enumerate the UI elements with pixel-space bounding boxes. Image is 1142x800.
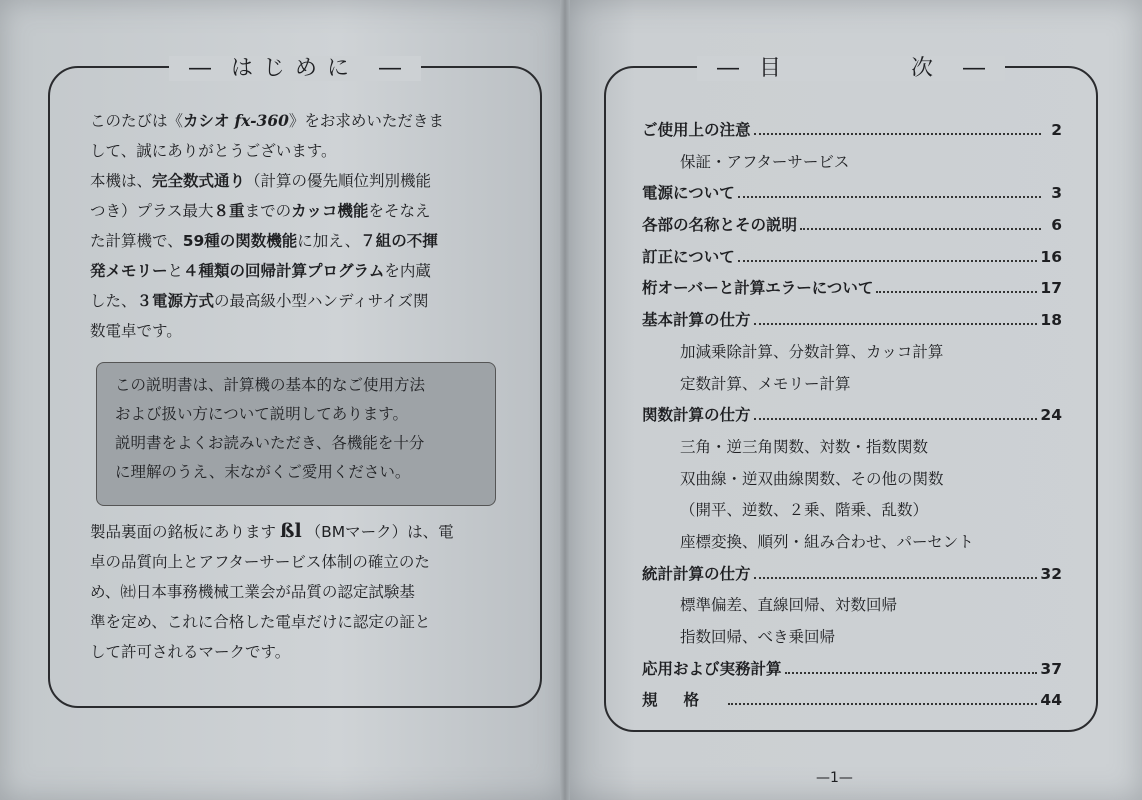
toc-subtopic: 定数計算、メモリー計算	[680, 374, 851, 393]
toc-subtopic: 座標変換、順列・組み合わせ、パーセント	[680, 532, 974, 551]
toc-entry-title: 応用および実務計算	[642, 659, 782, 678]
toc-subtopic: 指数回帰、べき乗回帰	[680, 628, 836, 646]
dot-leader	[728, 703, 1037, 705]
toc-entry-title: 統計計算の仕方	[642, 564, 751, 583]
dot-leader	[738, 260, 1038, 262]
note-line: 説明書をよくお読みいただき、各機能を十分	[115, 434, 425, 452]
toc-subtopic: 保証・アフターサービス	[680, 152, 850, 171]
note-line: に理解のうえ、末ながくご愛用ください。	[115, 463, 411, 481]
toc-page-number: 17	[1040, 279, 1062, 298]
dot-leader	[754, 577, 1038, 579]
introduction-frame	[48, 56, 542, 708]
toc-entry-title: 桁オーバーと計算エラーについて	[642, 279, 874, 298]
bm-mark-icon: ßl	[280, 520, 302, 542]
introduction-text	[90, 106, 510, 346]
toc-page-number: 6	[1051, 216, 1062, 235]
toc-entry	[642, 276, 1062, 308]
toc-entry-title: 規格	[642, 691, 726, 710]
toc-entry-title: 関数計算の仕方	[642, 406, 751, 425]
toc-entry	[642, 213, 1062, 245]
bm-mark-paragraph: 製品裏面の銘板にあります ßl （BMマーク）は、電 卓の品質向上とアフターサービス体制の確立のた め、㈳日本事務機械工業会が品質の認定試験基 準を定め、これに合格した電卓だけに認定の証と して許可されるマークです。	[90, 520, 454, 661]
toc-entry	[642, 245, 1062, 277]
toc-subtopic: （開平、逆数、２乗、階乗、乱数）	[680, 501, 929, 520]
toc-entry	[642, 181, 1062, 213]
toc-page-number: 37	[1040, 659, 1062, 678]
toc-entry-title: 基本計算の仕方	[642, 311, 751, 330]
dot-leader	[738, 196, 1041, 198]
toc-page-number: 18	[1040, 311, 1062, 330]
book-spine	[560, 0, 570, 800]
toc-entry	[642, 308, 1062, 340]
introduction-heading: ― はじめに ―	[50, 51, 540, 82]
intro-line: 本機は、完全数式通り（計算の優先順位判別機能	[90, 172, 432, 190]
toc-entry-title: 訂正について	[642, 247, 735, 266]
contents-frame	[604, 56, 1098, 732]
toc-entry-title: 各部の名称とその説明	[642, 216, 798, 235]
intro-line: した、３電源方式の最高級小型ハンディサイズ関	[90, 292, 429, 310]
toc-page-number: 24	[1040, 406, 1062, 425]
dot-leader	[876, 291, 1037, 293]
page-number: —1—	[816, 770, 853, 786]
intro-line: 数電卓です。	[90, 322, 182, 340]
toc-entry	[642, 118, 1062, 150]
dot-leader	[754, 323, 1038, 325]
toc-page-number: 32	[1040, 564, 1062, 583]
toc-subtopic: 双曲線・逆双曲線関数、その他の関数	[680, 469, 944, 488]
toc-subtopic: 標準偏差、直線回帰、対数回帰	[680, 596, 898, 615]
dot-leader	[785, 672, 1038, 674]
intro-line: つき）プラス最大８重までのカッコ機能をそなえ	[90, 202, 431, 220]
toc-entry-title: ご使用上の注意	[642, 121, 751, 139]
dot-leader	[800, 228, 1041, 230]
note-line: この説明書は、計算機の基本的なご使用方法	[115, 376, 426, 394]
toc-entry	[642, 688, 1062, 720]
dot-leader	[754, 133, 1041, 135]
manual-note-box	[96, 362, 496, 506]
toc-page-number: 3	[1051, 184, 1062, 203]
toc-entry	[642, 403, 1062, 435]
intro-line: このたびは《カシオ fx-360》をお求めいただきま	[90, 111, 444, 130]
toc-page-number: 16	[1040, 247, 1062, 266]
table-of-contents	[642, 118, 1062, 720]
toc-subtopic: 三角・逆三角関数、対数・指数関数	[680, 437, 929, 456]
dot-leader	[754, 418, 1038, 420]
intro-line: た計算機で、59種の関数機能に加え、７組の不揮	[90, 232, 438, 250]
note-line: および扱い方について説明してあります。	[115, 405, 408, 423]
toc-entry	[642, 562, 1062, 594]
toc-entry	[642, 657, 1062, 689]
toc-subtopic: 加減乗除計算、分数計算、カッコ計算	[680, 342, 944, 361]
toc-page-number: 2	[1051, 121, 1062, 139]
toc-page-number: 44	[1040, 691, 1062, 710]
intro-line: して、誠にありがとうございます。	[90, 142, 337, 160]
toc-entry-title: 電源について	[642, 184, 735, 203]
contents-heading: ― 目 次 ―	[606, 51, 1096, 82]
intro-line: 発メモリーと４種類の回帰計算プログラムを内蔵	[90, 262, 431, 280]
